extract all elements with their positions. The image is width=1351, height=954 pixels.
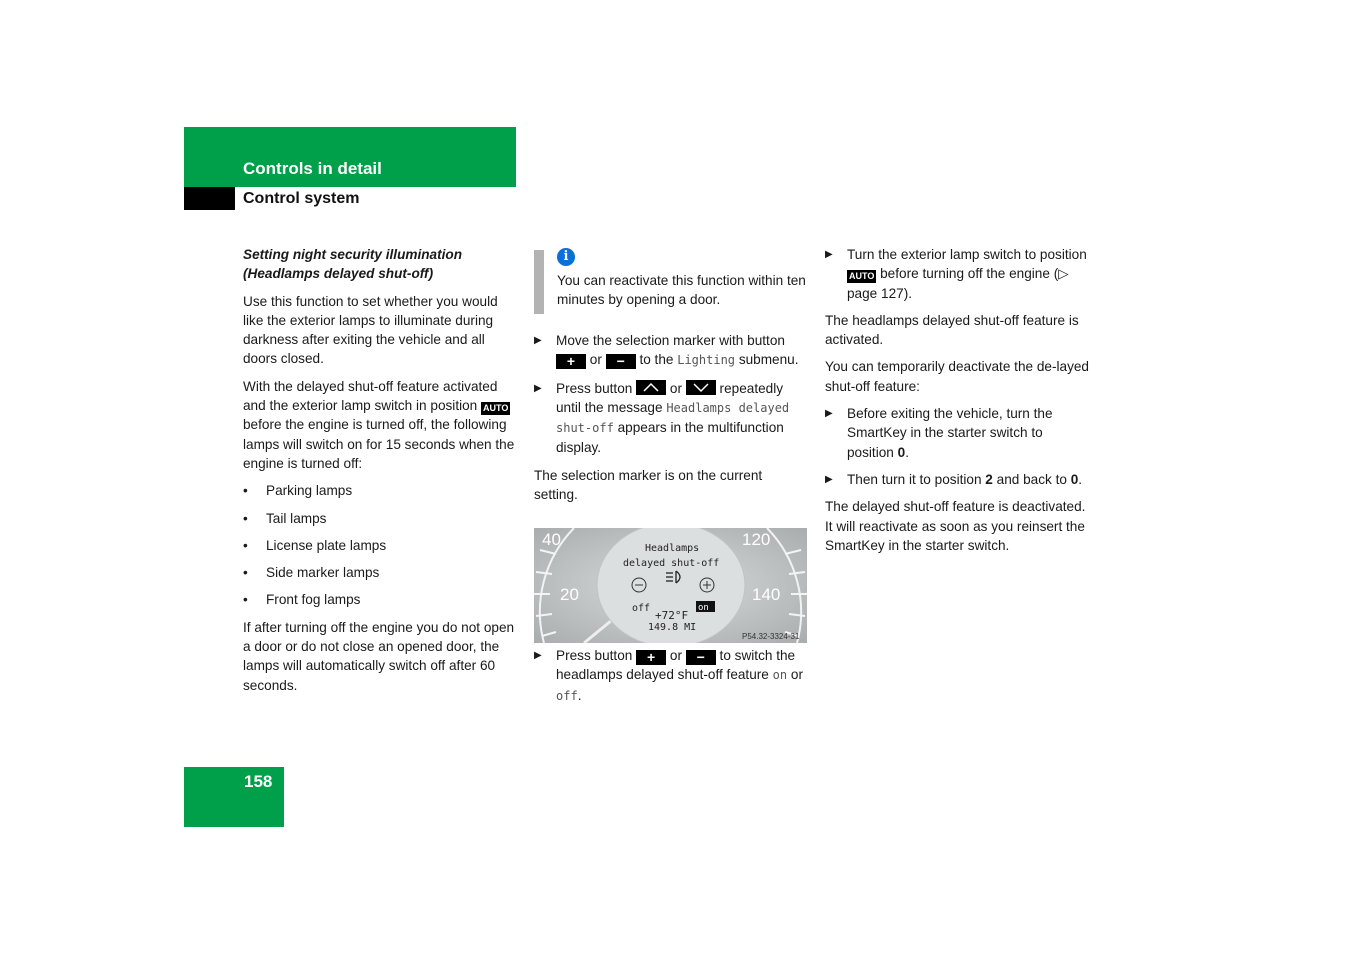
- minus-button-icon: −: [686, 650, 716, 665]
- step-item: ▶ Turn the exterior lamp switch to position AUTO before turning off the engine (▷ page 127).: [825, 245, 1090, 303]
- dial-number-40: 40: [542, 530, 561, 549]
- step-note: The headlamps delayed shut-off feature is activated.: [825, 312, 1079, 348]
- note-bar: [534, 250, 544, 314]
- list-item: • Side marker lamps: [243, 565, 380, 581]
- auto-symbol-icon: AUTO: [849, 271, 875, 282]
- arrow-icon: ▶: [825, 249, 833, 260]
- scroll-up-button-icon: [636, 380, 666, 395]
- step-item: ▶ Press button + or − to switch the headlamps delayed shut-off feature on or off.: [534, 646, 809, 706]
- arrow-icon: ▶: [534, 382, 542, 394]
- display-line-2: delayed shut-off: [623, 558, 720, 569]
- left-column: [243, 245, 518, 703]
- arrow-icon: ▶: [534, 335, 542, 346]
- list-item: • Tail lamps: [243, 510, 327, 526]
- plus-button-icon: +: [556, 354, 586, 369]
- middle-steps: [534, 331, 809, 512]
- info-note: You can reactivate this function within ten minutes by opening a door.: [557, 273, 806, 308]
- step-item: ▶ Then turn it to position 2 and back to 0.: [825, 470, 1090, 489]
- cluster-display-image: [534, 528, 807, 643]
- intro-paragraph: Use this function to set whether you would like the exterior lamps to illuminate during darkness after exiting the vehicle and all doors closed.: [243, 293, 498, 367]
- arrow-icon: ▶: [825, 408, 833, 420]
- deactivate-paragraph: You can temporarily deactivate the de-layed shut-off feature:: [825, 359, 1089, 394]
- display-line-1: Headlamps: [645, 543, 700, 554]
- display-mileage: 149.8 MI: [648, 622, 697, 633]
- dial-number-120: 120: [742, 530, 771, 549]
- step-item: ▶ Press button or repeatedly until the message Headlamps delayed shut-off appears in the multifunction display.: [534, 379, 809, 458]
- middle-step-3: [534, 646, 809, 714]
- display-off-option: off: [632, 603, 651, 614]
- step-note: The selection marker is on the current setting.: [534, 467, 763, 503]
- step-item: ▶ Before exiting the vehicle, turn the SmartKey in the starter switch to position 0.: [825, 404, 1090, 462]
- display-on-option: on: [698, 603, 709, 613]
- arrow-icon: ▶: [825, 473, 833, 485]
- right-column: [825, 245, 1090, 563]
- scroll-down-button-icon: [686, 380, 716, 395]
- arrow-icon: ▶: [534, 650, 542, 661]
- info-icon: i: [557, 248, 575, 266]
- page-number: 158: [244, 772, 273, 791]
- list-item: • Parking lamps: [243, 483, 353, 499]
- header-marker: [184, 187, 235, 210]
- subsection-title: Control system: [243, 190, 360, 207]
- dial-number-20: 20: [560, 585, 579, 604]
- cluster-display-svg: [534, 528, 807, 643]
- section-heading: Setting night security illumination (Headlamps delayed shut-off): [243, 247, 463, 282]
- timeout-paragraph: If after turning off the engine you do not open a door or do not close an opened door, the lamps will automatically switch off after 60 seconds.: [243, 619, 515, 693]
- dial-number-140: 140: [752, 585, 781, 604]
- plus-button-icon: +: [636, 650, 666, 665]
- section-title: Controls in detail: [243, 159, 382, 178]
- list-item: • License plate lamps: [243, 537, 387, 553]
- image-code: P54.32-3324-31: [742, 632, 800, 641]
- condition-paragraph: With the delayed shut-off feature activated and the exterior lamp switch in position AUTO before the engine is turned off, the following lamps will switch on for 15 seconds when the engine is turned off:: [243, 378, 515, 471]
- auto-symbol-icon: AUTO: [483, 403, 509, 414]
- minus-button-icon: −: [606, 354, 636, 369]
- list-item: • Front fog lamps: [243, 592, 361, 608]
- step-item: ▶ Move the selection marker with button + or − to the Lighting submenu.: [534, 333, 799, 370]
- step-note: The delayed shut-off feature is deactivated. It will reactivate as soon as you reinsert the SmartKey in the starter switch.: [825, 499, 1086, 553]
- display-temperature: +72°F: [655, 609, 689, 622]
